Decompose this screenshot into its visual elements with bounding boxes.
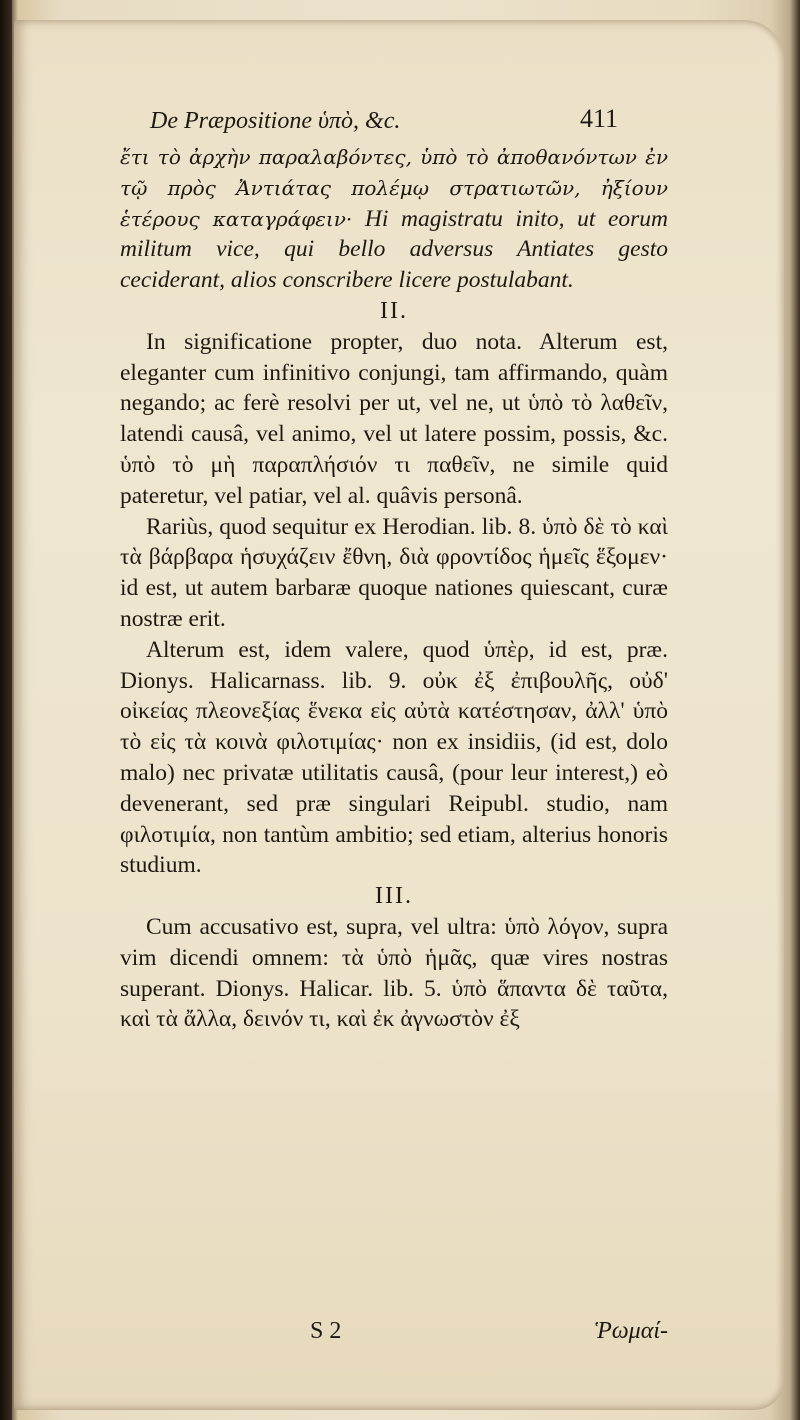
- paragraph-accusativo: Cum accusativo est, supra, vel ultra: ὑπὸ λόγον, supra vim dicendi omnem: τὰ ὑπὸ ἡμᾶς, quæ vires nostras superant. Dionys. Halicar. lib. 5. ὑπὸ ἅπαντα δὲ ταῦτα, καὶ τὰ ἄλλα, δεινόν τι, καὶ ἐκ ἀγνωστὸν ἐξ: [120, 913, 668, 1033]
- page-body: [120, 142, 668, 1035]
- greek-text: ἔτι τὸ ἀρχὴν παραλαβόντες, ὑπὸ τὸ ἀποθανόντων ἐν τῷ πρὸς Ἀντιάτας πολέμῳ στρατιωτῶν, ἠξίουν ἑτέρους καταγράφειν·: [120, 145, 668, 231]
- running-title-text: De Præpositione ὑπὸ, &c.: [150, 108, 401, 134]
- paragraph-herodian: Rariùs, quod sequitur ex Herodian. lib. 8. ὑπὸ δὲ τὸ καὶ τὰ βάρβαρα ἡσυχάζειν ἔθνη, διὰ φροντίδος ἡμεῖς ἕξομεν· id est, ut autem barbaræ quoque nationes quiescant, curæ nostræ erit.: [120, 513, 668, 632]
- catchword: Ῥωμαί-: [594, 1318, 668, 1344]
- latin-translation: Hi magistratu inito, ut eorum militum vice, qui bello adversus Antiates gesto ceciderant, alios conscribere licere postulabant.: [120, 205, 669, 294]
- paragraph-propter: In significatione propter, duo nota. Alterum est, eleganter cum infinitivo conjungi, tam affirmando, quàm negando; ac ferè resolvi per ut, vel ne, ut ὑπὸ τὸ λαθεῖν, latendi causâ, vel animo, vel ut latere possim, possis, &c. ὑπὸ τὸ μὴ παραπλήσιόν τι παθεῖν, ne simile quid pateretur, vel patiar, vel al. quâvis personâ.: [120, 328, 668, 509]
- paragraph-dionysius: Alterum est, idem valere, quod ὑπὲρ, id est, præ. Dionys. Halicarnass. lib. 9. οὐκ ἐξ ἐπιβουλῆς, οὐδ' οἰκείας πλεονεξίας ἕνεκα εἰς αὐτὰ κατέστησαν, ἀλλ' ὑπὸ τὸ εἰς τὰ κοινὰ φιλοτιμίας· non ex insidiis, (id est, dolo malo) nec privatæ utilitatis causâ, (pour leur interest,) eò devenerant, sed præ singulari Reipubl. studio, nam φιλοτιμία, non tantùm ambitio; sed etiam, alterius honoris studium.: [120, 636, 668, 879]
- signature-mark: S 2: [310, 1318, 342, 1344]
- section-number-ii: II.: [380, 297, 408, 324]
- section-number-iii: III.: [375, 883, 413, 910]
- page-number: 411: [580, 104, 619, 133]
- paragraph-greek-intro: [120, 142, 668, 296]
- book-spine-shadow: [0, 0, 12, 1420]
